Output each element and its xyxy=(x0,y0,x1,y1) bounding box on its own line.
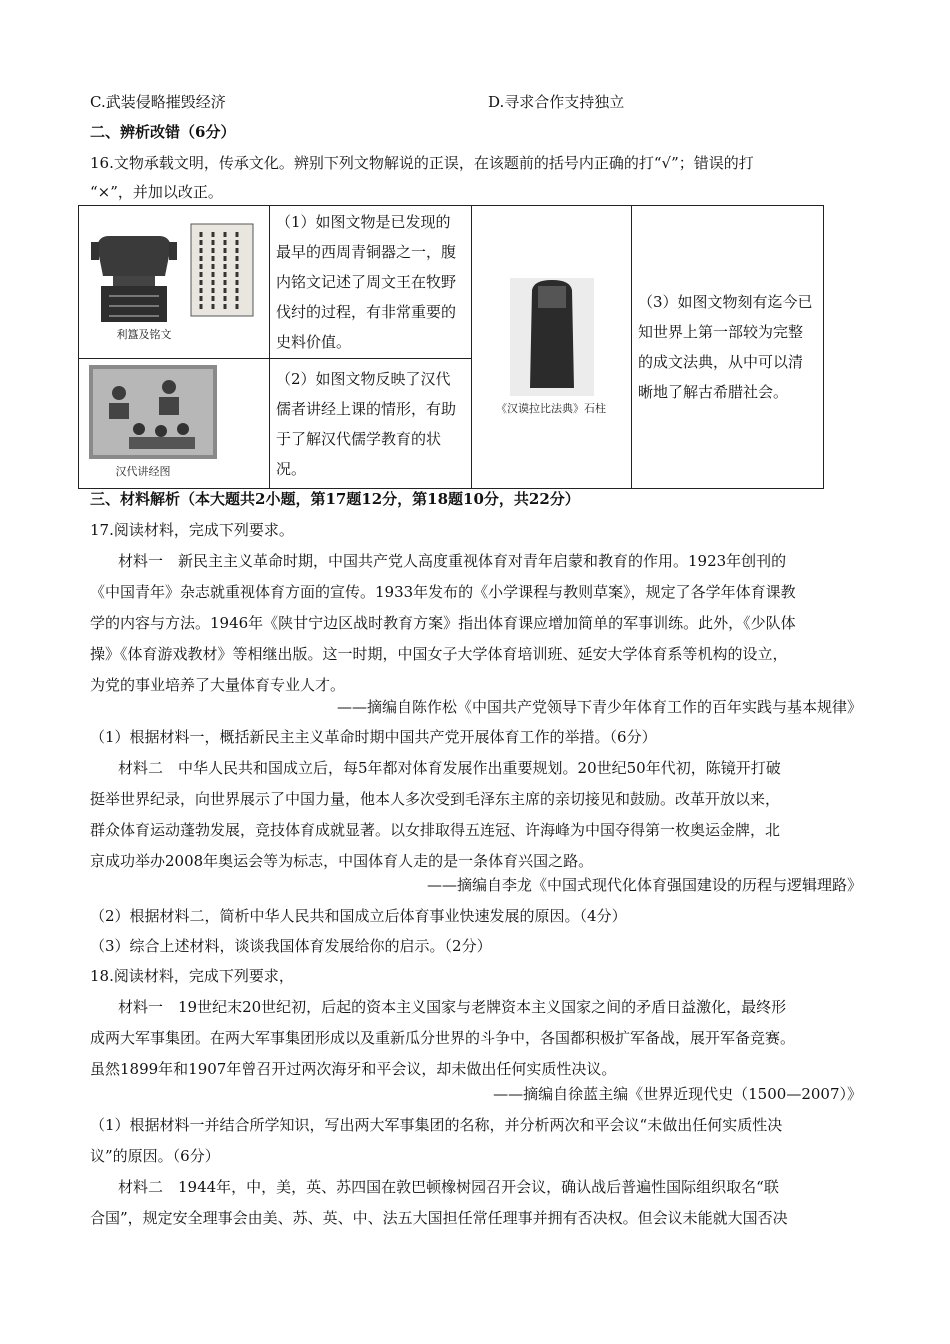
q16-stem-line2: “×”，并加以改正。 xyxy=(90,183,223,201)
q17-question3: （3）综合上述材料，谈谈我国体育发展给你的启示。（2分） xyxy=(90,937,492,955)
q18-material1-line2: 成两大军事集团。在两大军事集团形成以及重新瓜分世界的斗争中，各国都积极扩军备战，展开军备竞赛。 xyxy=(90,1029,796,1047)
q18-question1-line1: （1）根据材料一并结合所学知识，写出两大军事集团的名称，并分析两次和平会议“未做出任何实质性决 xyxy=(90,1116,783,1134)
q18-material2-line2: 合国”，规定安全理事会由美、苏、英、中、法五大国担任常任理事并拥有否决权。但会议未能就大国否决 xyxy=(90,1209,788,1227)
q16-stem-line1: 16.文物承载文明，传承文化。辨别下列文物解说的正误，在该题前的括号内正确的打“√”；错误的打 xyxy=(90,154,754,172)
artifact-1-text-cell xyxy=(270,206,472,359)
artifact-2-caption: 汉代讲经图 xyxy=(115,465,171,478)
q18-intro: 18.阅读材料，完成下列要求， xyxy=(90,967,294,985)
artifact-3-caption: 《汉谟拉比法典》石柱 xyxy=(496,401,607,415)
q17-material1-source: ——摘编自陈作松《中国共产党领导下青少年体育工作的百年实践与基本规律》 xyxy=(336,698,862,716)
q17-material1-line1: 材料一 新民主主义革命时期，中国共产党人高度重视体育对青年启蒙和教育的作用。1923年创刊的 xyxy=(118,552,787,570)
q17-material1-line4: 操》《体育游戏教材》等相继出版。这一时期，中国女子大学体育培训班、延安大学体育系等机构的设立， xyxy=(90,645,788,663)
artifact-3-text-cell xyxy=(631,206,823,489)
q17-material2-source: ——摘编自李龙《中国式现代化体育强国建设的历程与逻辑理路》 xyxy=(426,876,862,894)
artifact-3-description: （3）如图文物刻有迄今已知世界上第一部较为完整的成文法典，从中可以清晰地了解古希腊社会。 xyxy=(637,293,813,401)
q17-question2: （2）根据材料二，简析中华人民共和国成立后体育事业快速发展的原因。（4分） xyxy=(90,907,627,925)
option-c: C.武装侵略摧毁经济 xyxy=(90,93,226,111)
q17-intro: 17.阅读材料，完成下列要求。 xyxy=(90,521,294,539)
artifact-2-image-cell xyxy=(79,359,270,489)
q17-material2-line2: 挺举世界纪录，向世界展示了中国力量，他本人多次受到毛泽东主席的亲切接见和鼓励。改革开放以来， xyxy=(90,790,781,808)
q17-material2-line1: 材料二 中华人民共和国成立后，每5年都对体育发展作出重要规划。20世纪50年代初，陈镜开打破 xyxy=(118,759,781,777)
artifact-1-description: （1）如图文物是已发现的最早的西周青铜器之一，腹内铭文记述了周文王在牧野伐纣的过程，有非常重要的史料价值。 xyxy=(276,213,457,351)
q18-material1-line1: 材料一 19世纪末20世纪初，后起的资本主义国家与老牌资本主义国家之间的矛盾日益激化，最终形 xyxy=(118,998,787,1016)
section-2-heading: 二、辨析改错（6分） xyxy=(90,123,236,141)
bronze-vessel-image xyxy=(79,206,269,354)
q17-material1-line2: 《中国青年》杂志就重视体育方面的宣传。1933年发布的《小学课程与教则草案》，规定了各学年体育课教 xyxy=(90,583,796,601)
q18-material1-source: ——摘编自徐蓝主编《世界近现代史（1500—2007）》 xyxy=(493,1085,862,1103)
q18-material2-line1: 材料二 1944年，中，美，英、苏四国在敦巴顿橡树园召开会议，确认战后普遍性国际组织取名“联 xyxy=(118,1178,779,1196)
q17-material1-line5: 为党的事业培养了大量体育专业人才。 xyxy=(90,676,346,694)
lecture-relief-image xyxy=(79,359,269,484)
q17-question1: （1）根据材料一，概括新民主主义革命时期中国共产党开展体育工作的举措。（6分） xyxy=(90,728,657,746)
artifact-1-caption: 利簋及铭文 xyxy=(116,328,172,341)
option-d: D.寻求合作支持独立 xyxy=(488,93,625,111)
q17-material2-line4: 京成功举办2008年奥运会等为标志，中国体育人走的是一条体育兴国之路。 xyxy=(90,852,594,870)
artifact-1-image-cell xyxy=(79,206,270,359)
artifact-2-description: （2）如图文物反映了汉代儒者讲经上课的情形，有助于了解汉代儒学教育的状况。 xyxy=(276,369,457,478)
stele-image xyxy=(472,210,630,485)
q18-question1-line2: 议”的原因。（6分） xyxy=(90,1147,220,1165)
q17-material2-line3: 群众体育运动蓬勃发展，竞技体育成就显著。以女排取得五连冠、许海峰为中国夺得第一枚奥运金牌，北 xyxy=(90,821,781,839)
artifact-2-text-cell xyxy=(270,359,472,489)
artifact-3-image-cell xyxy=(471,206,631,489)
section-3-heading: 三、材料解析（本大题共2小题，第17题12分，第18题10分，共22分） xyxy=(90,490,580,508)
artifact-table xyxy=(78,205,824,489)
q18-material1-line3: 虽然1899年和1907年曾召开过两次海牙和平会议，却未做出任何实质性决议。 xyxy=(90,1060,617,1078)
q17-material1-line3: 学的内容与方法。1946年《陕甘宁边区战时教育方案》指出体育课应增加简单的军事训练。此外，《少队体 xyxy=(90,614,796,632)
